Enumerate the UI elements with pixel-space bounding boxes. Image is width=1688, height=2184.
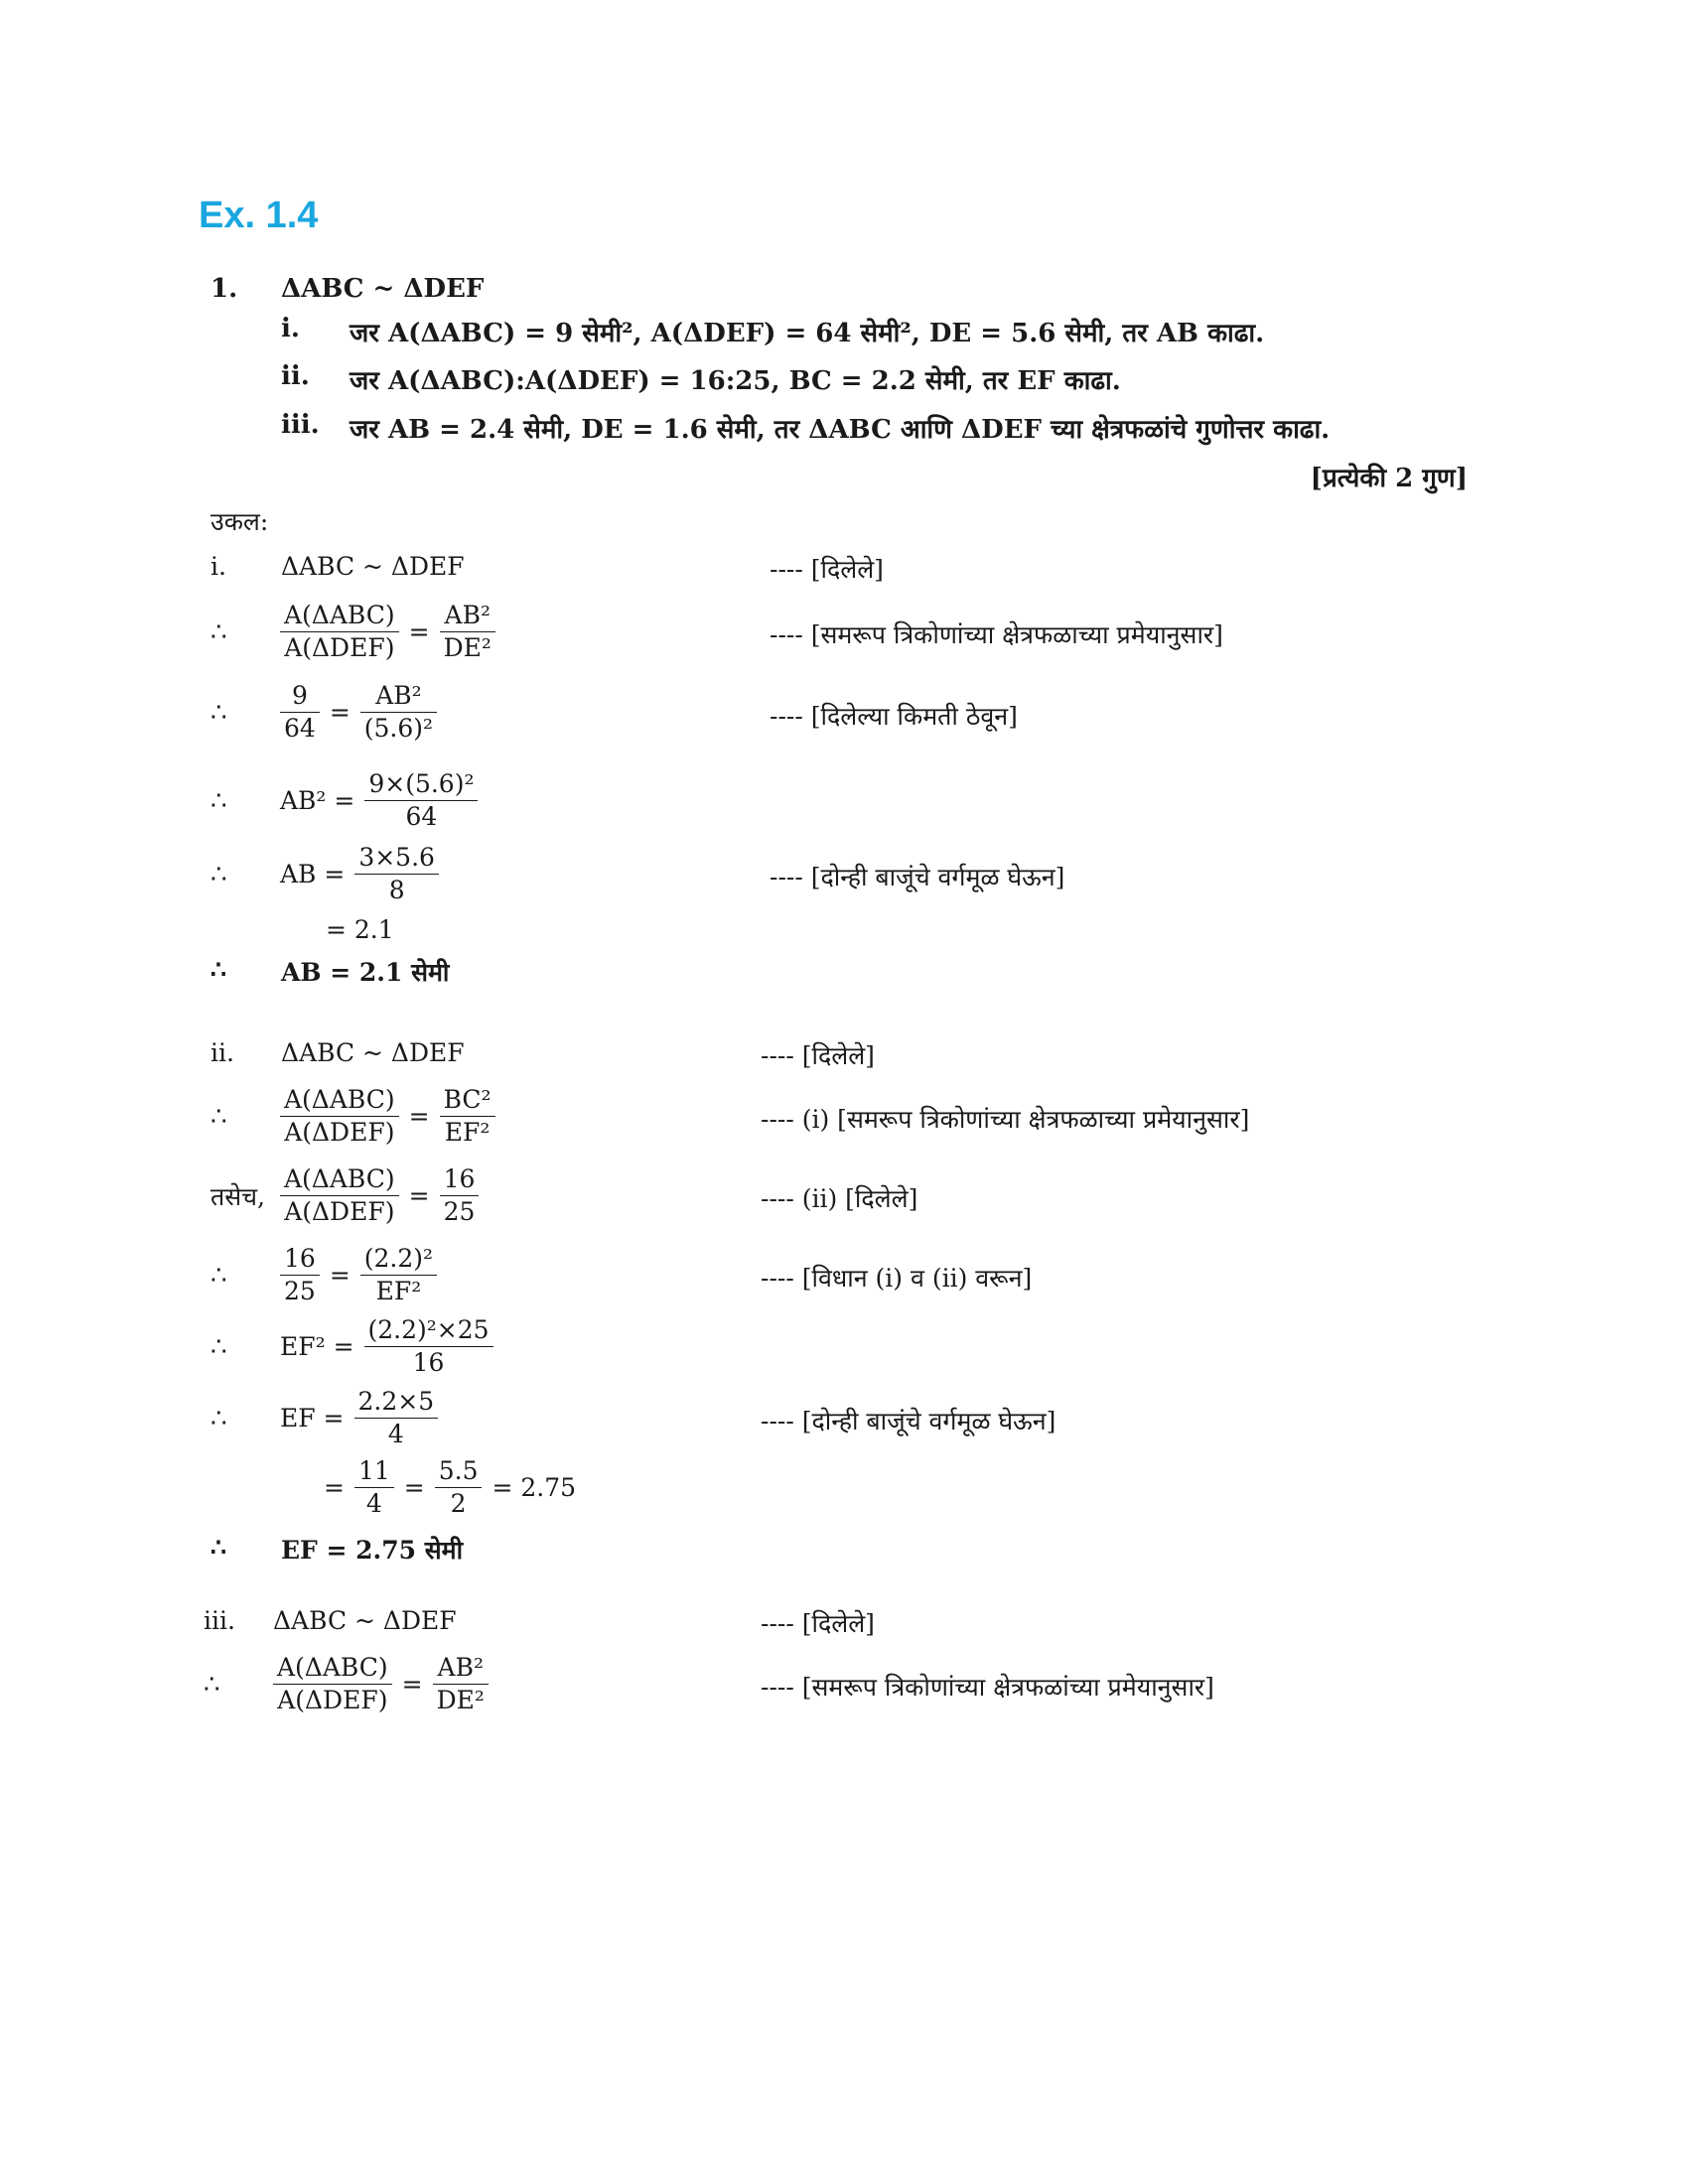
equation-row: तसेच, $\frac{\text{A(ΔABC)}}{\text{A(ΔDEF)}}$ = $\frac{16}{25}$ — [211, 1163, 479, 1228]
therefore-symbol: ∴ — [211, 785, 227, 816]
given-statement: ΔABC ~ ΔDEF — [281, 552, 465, 581]
question-given: ΔABC ~ ΔDEF — [281, 274, 485, 304]
given-statement: ΔABC ~ ΔDEF — [273, 1606, 457, 1635]
part-label: i. — [211, 552, 226, 581]
part-label: iii. — [204, 1606, 235, 1635]
equation-row: ∴ AB = $\frac{3\times 5.6}{8}$ — [211, 842, 439, 906]
question-part-label: iii. — [281, 410, 320, 440]
fraction: $\frac{16}{25}$ — [280, 1243, 320, 1307]
reason: ---- [दिलेल्या किमती ठेवून] — [770, 702, 1018, 731]
equation-continuation: = $\frac{11}{4}$ = $\frac{5.5}{2}$ = 2.75 — [324, 1456, 577, 1518]
therefore-symbol: ∴ — [211, 859, 227, 889]
fraction: $\frac{\text{(2.2)²×25}}{16}$ — [364, 1314, 493, 1379]
reason: ---- [समरूप त्रिकोणांच्या क्षेत्रफळांच्या प्रमेयानुसार] — [761, 1673, 1214, 1702]
equation-continuation: = 2.1 — [326, 915, 394, 944]
equation-row: ∴ $\frac{16}{25}$ = $\frac{\text{(2.2)²}}{\text{EF²}}$ — [211, 1243, 437, 1307]
therefore-symbol: ∴ — [204, 1669, 220, 1700]
answer: EF = 2.75 सेमी — [281, 1536, 464, 1565]
question-part-text: जर A(ΔABC) = 9 सेमी², A(ΔDEF) = 64 सेमी², DE = 5.6 सेमी, तर AB काढा. — [350, 319, 1265, 348]
solution-label: उकल: — [211, 507, 269, 536]
fraction: $\frac{\text{(2.2)²}}{\text{EF²}}$ — [360, 1243, 437, 1307]
equation-row: ∴ AB² = $\frac{\text{9×(5.6)²}}{64}$ — [211, 768, 478, 833]
fraction: $\frac{\text{A(ΔABC)}}{\text{A(ΔDEF)}}$ — [280, 600, 399, 664]
fraction: $\frac{16}{25}$ — [440, 1163, 480, 1228]
fraction: $\frac{\text{AB²}}{\text{DE²}}$ — [440, 600, 495, 664]
equation-row: ∴ EF = $\frac{2.2\times 5}{4}$ — [211, 1386, 438, 1450]
fraction: $\frac{\text{A(ΔABC)}}{\text{A(ΔDEF)}}$ — [273, 1652, 392, 1716]
therefore-symbol: ∴ — [211, 1101, 227, 1132]
fraction: $\frac{2.2\times 5}{4}$ — [354, 1386, 439, 1450]
question-part-label: ii. — [281, 361, 310, 391]
reason: ---- [दिलेले] — [761, 1041, 875, 1070]
fraction: $\frac{\text{BC²}}{\text{EF²}}$ — [440, 1084, 495, 1149]
question-part-text: जर AB = 2.4 सेमी, DE = 1.6 सेमी, तर ΔABC आणि ΔDEF च्या क्षेत्रफळांचे गुणोत्तर काढा. — [350, 415, 1331, 445]
therefore-symbol: ∴ — [211, 1403, 227, 1433]
marks-note: [प्रत्येकी 2 गुण] — [1310, 464, 1468, 493]
fraction: $\frac{\text{A(ΔABC)}}{\text{A(ΔDEF)}}$ — [280, 1084, 399, 1149]
fraction: $\frac{11}{4}$ — [354, 1455, 394, 1520]
given-statement: ΔABC ~ ΔDEF — [281, 1038, 465, 1067]
fraction: $\frac{\text{AB²}}{\text{(5.6)²}}$ — [360, 680, 437, 745]
equation-row: ∴ EF² = $\frac{\text{(2.2)²×25}}{16}$ — [211, 1314, 493, 1379]
therefore-symbol: ∴ — [211, 1331, 227, 1362]
equation-row: ∴ $\frac{\text{A(ΔABC)}}{\text{A(ΔDEF)}}$ = $\frac{\text{AB²}}{\text{DE²}}$ — [211, 600, 495, 664]
equation-row: ∴ $\frac{9}{64}$ = $\frac{\text{AB²}}{\text{(5.6)²}}$ — [211, 680, 437, 745]
question-part-label: i. — [281, 314, 300, 343]
answer: AB = 2.1 सेमी — [281, 958, 450, 987]
reason: ---- [दोन्ही बाजूंचे वर्गमूळ घेऊन] — [770, 863, 1065, 891]
fraction: $\frac{\text{A(ΔABC)}}{\text{A(ΔDEF)}}$ — [280, 1163, 399, 1228]
fraction: $\frac{\text{AB²}}{\text{DE²}}$ — [433, 1652, 489, 1716]
therefore-symbol: ∴ — [211, 1260, 227, 1291]
therefore-symbol: ∴ — [211, 1533, 226, 1562]
reason: ---- (ii) [दिलेले] — [761, 1184, 918, 1213]
part-label: ii. — [211, 1038, 234, 1067]
reason: ---- (i) [समरूप त्रिकोणांच्या क्षेत्रफळाच्या प्रमेयानुसार] — [761, 1105, 1250, 1134]
therefore-symbol: ∴ — [211, 955, 226, 984]
fraction: $\frac{9}{64}$ — [280, 680, 320, 745]
therefore-symbol: ∴ — [211, 697, 227, 728]
reason: ---- [समरूप त्रिकोणांच्या क्षेत्रफळाच्या प्रमेयानुसार] — [770, 620, 1223, 649]
equation-row: ∴ $\frac{\text{A(ΔABC)}}{\text{A(ΔDEF)}}$ = $\frac{\text{AB²}}{\text{DE²}}$ — [204, 1652, 489, 1716]
therefore-symbol: ∴ — [211, 616, 227, 647]
fraction: $\frac{\text{9×(5.6)²}}{64}$ — [364, 768, 478, 833]
equation-row: ∴ $\frac{\text{A(ΔABC)}}{\text{A(ΔDEF)}}$ = $\frac{\text{BC²}}{\text{EF²}}$ — [211, 1084, 495, 1149]
reason: ---- [विधान (i) व (ii) वरून] — [761, 1264, 1033, 1293]
fraction: $\frac{5.5}{2}$ — [435, 1455, 483, 1520]
also-label: तसेच, — [211, 1181, 265, 1211]
reason: ---- [दिलेले] — [770, 555, 884, 584]
question-part-text: जर A(ΔABC):A(ΔDEF) = 16:25, BC = 2.2 सेमी, तर EF काढा. — [350, 366, 1121, 396]
question-number: 1. — [211, 274, 238, 304]
exercise-heading: Ex. 1.4 — [199, 195, 319, 236]
reason: ---- [दिलेले] — [761, 1609, 875, 1638]
reason: ---- [दोन्ही बाजूंचे वर्गमूळ घेऊन] — [761, 1407, 1056, 1435]
fraction: $\frac{3\times 5.6}{8}$ — [354, 842, 439, 906]
